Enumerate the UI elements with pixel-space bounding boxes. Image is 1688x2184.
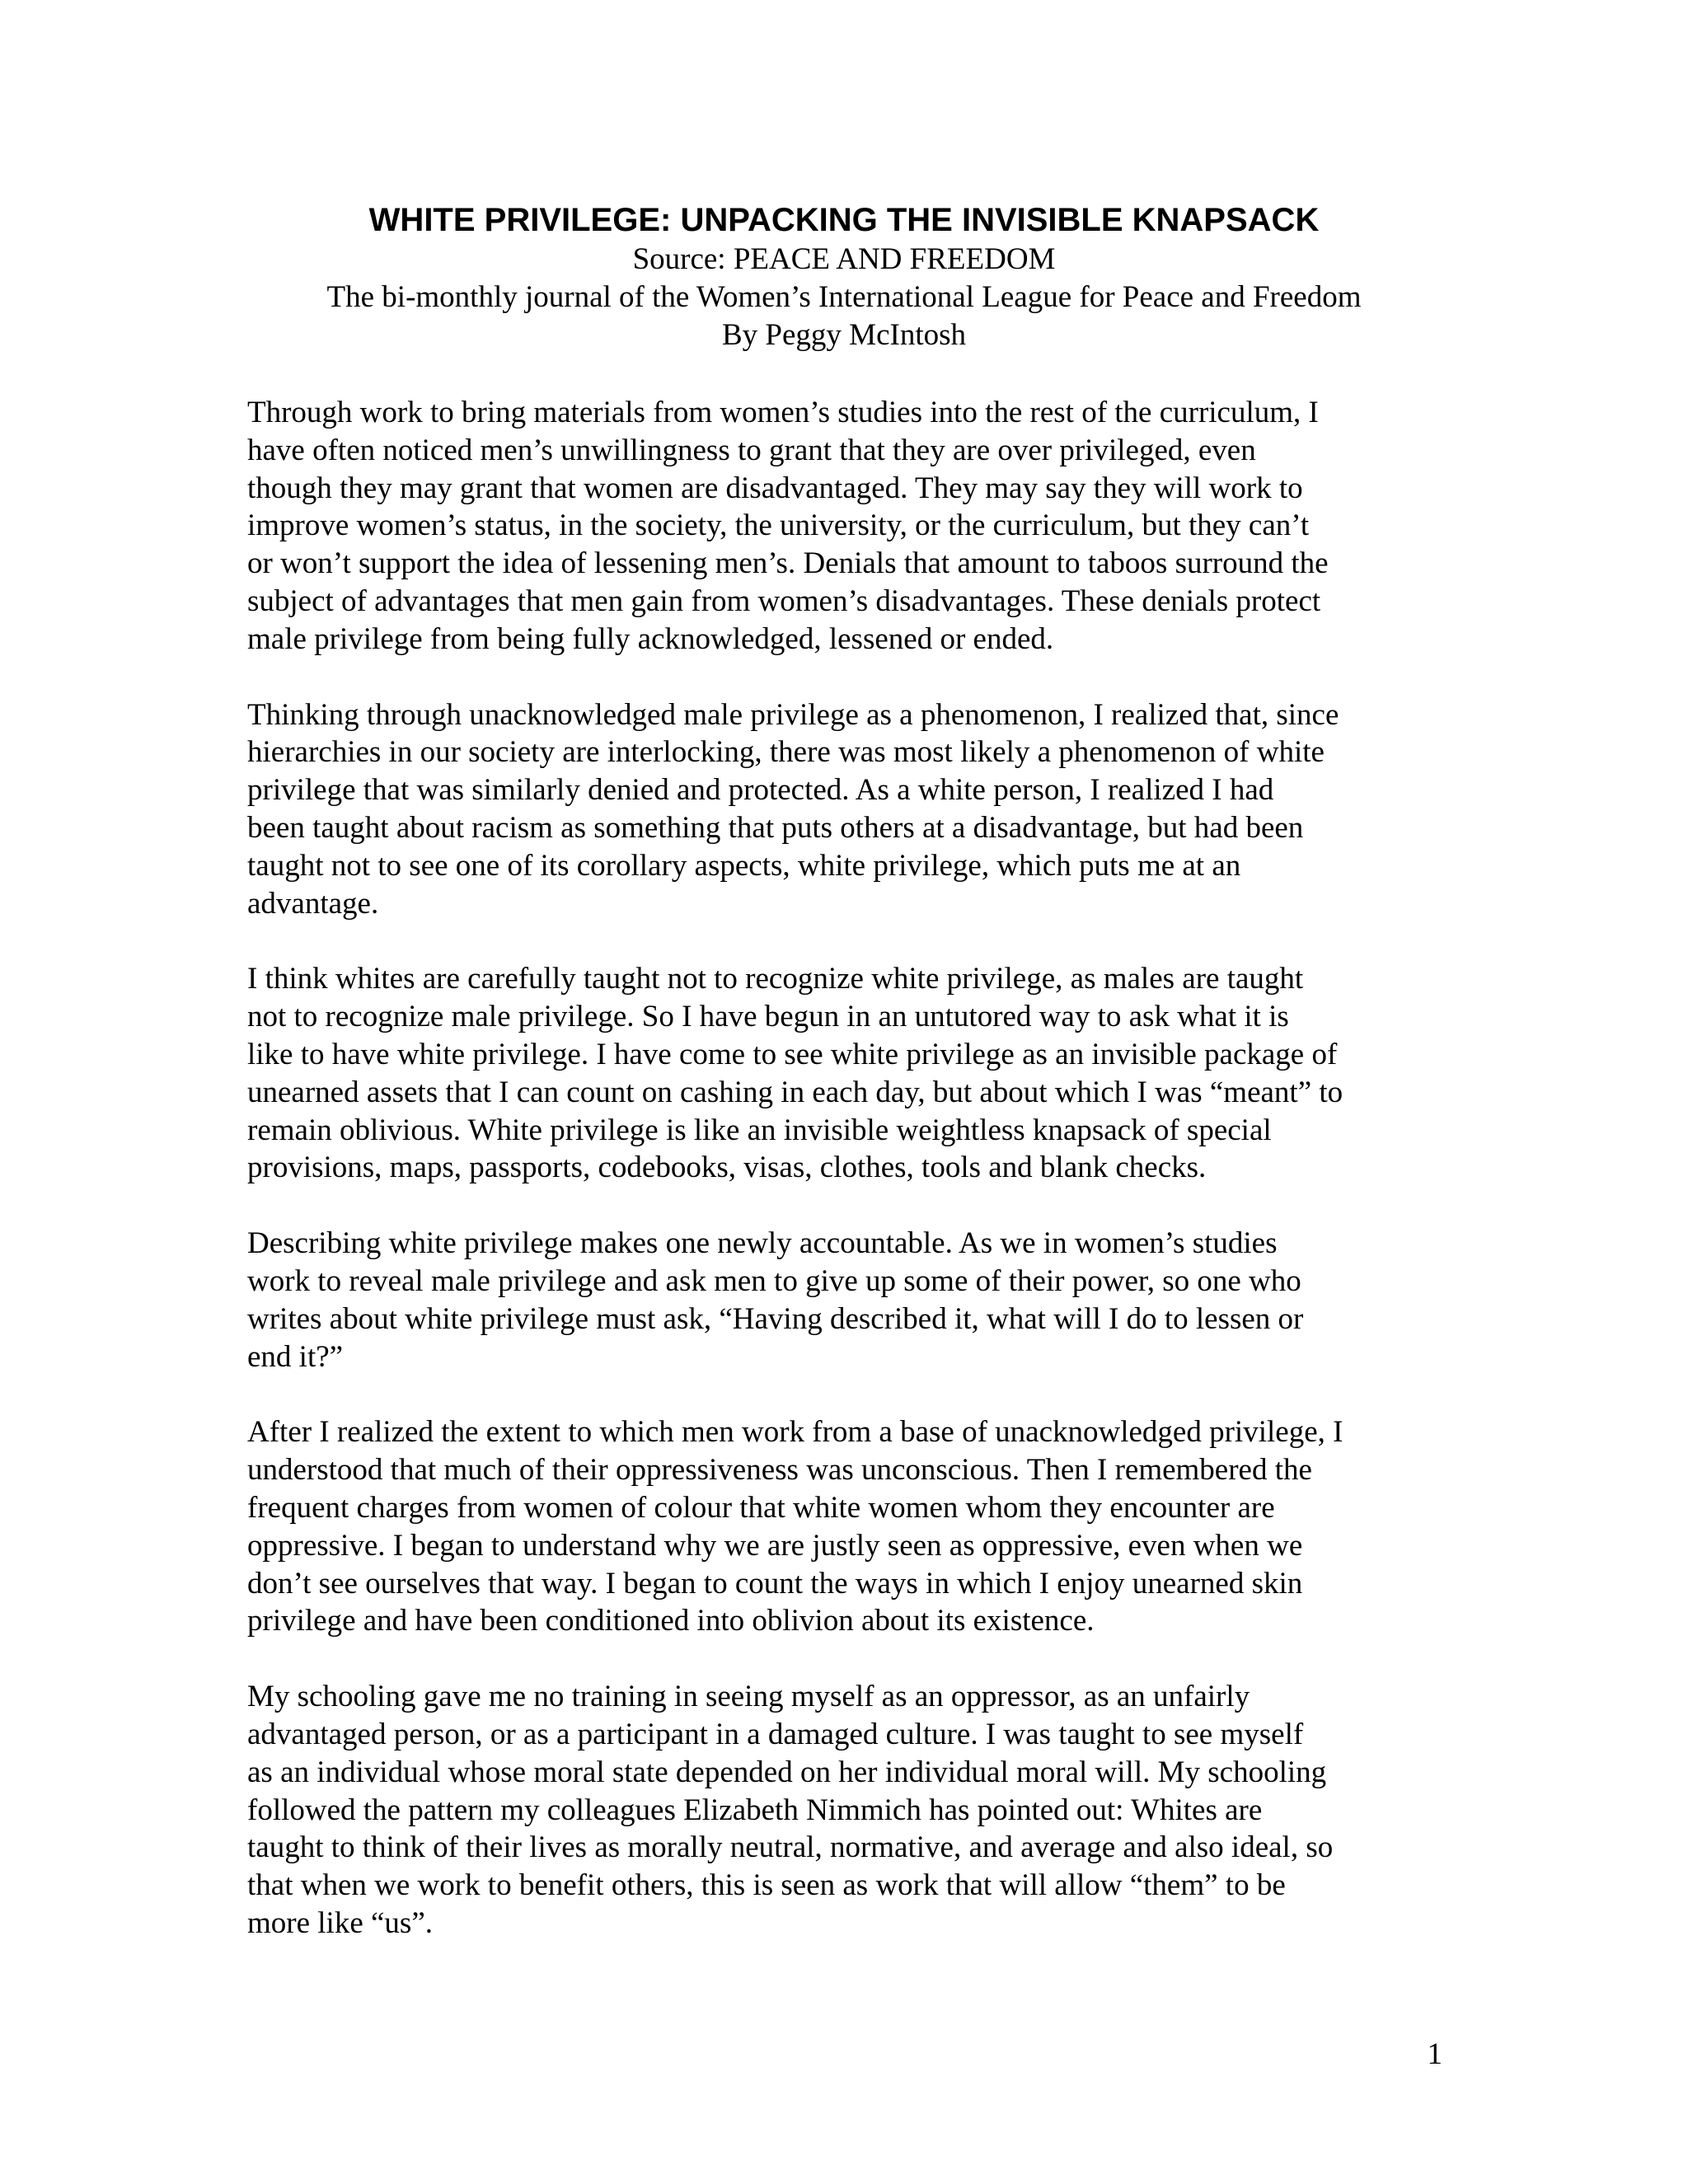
paragraph-line: more like “us”. — [247, 1905, 433, 1940]
paragraph-line: privilege that was similarly denied and protected. As a white person, I realized I had — [247, 773, 1274, 808]
paragraph-2 — [247, 696, 1451, 923]
paragraph-line: Describing white privilege makes one newly accountable. As we in women’s studies — [247, 1226, 1278, 1261]
paragraph-line: advantage. — [247, 886, 379, 921]
paragraph-line: My schooling gave me no training in seeing myself as an oppressor, as an unfairly — [247, 1680, 1250, 1714]
paragraph-1 — [247, 394, 1451, 658]
paragraph-line: don’t see ourselves that way. I began to count the ways in which I enjoy unearned skin — [247, 1566, 1303, 1601]
paragraph-line: subject of advantages that men gain from women’s disadvantages. These denials protect — [247, 583, 1321, 618]
paragraph-line: been taught about racism as something that puts others at a disadvantage, but had been — [247, 810, 1304, 845]
paragraph-line: Thinking through unacknowledged male privilege as a phenomenon, I realized that, since — [247, 697, 1339, 732]
paragraph-4 — [247, 1225, 1451, 1376]
page-number: 1 — [1427, 2037, 1442, 2071]
paragraph-line: not to recognize male privilege. So I have begun in an untutored way to ask what it is — [247, 1000, 1289, 1034]
document-source: Source: PEACE AND FREEDOM — [632, 242, 1056, 276]
paragraph-3 — [247, 960, 1451, 1187]
paragraph-line: as an individual whose moral state depended on her individual moral will. My schooling — [247, 1755, 1327, 1789]
paragraph-line: taught to think of their lives as morally neutral, normative, and average and also ideal, so — [247, 1830, 1334, 1865]
paragraph-line: Through work to bring materials from women’s studies into the rest of the curriculum, I — [247, 396, 1319, 429]
paragraph-line: or won’t support the idea of lessening men’s. Denials that amount to taboos surround the — [247, 546, 1329, 581]
paragraph-line: like to have white privilege. I have come to see white privilege as an invisible package of — [247, 1037, 1338, 1071]
paragraph-line: that when we work to benefit others, this is seen as work that will allow “them” to be — [247, 1868, 1286, 1903]
paragraph-line: advantaged person, or as a participant in a damaged culture. I was taught to see myself — [247, 1717, 1304, 1751]
paragraph-line: taught not to see one of its corollary aspects, white privilege, which puts me at an — [247, 848, 1241, 883]
paragraph-line: unearned assets that I can count on cashing in each day, but about which I was “meant” to — [247, 1075, 1343, 1109]
paragraph-line: provisions, maps, passports, codebooks, visas, clothes, tools and blank checks. — [247, 1151, 1207, 1185]
paragraph-line: After I realized the extent to which men work from a base of unacknowledged privilege, I — [247, 1415, 1343, 1450]
paragraph-line: understood that much of their oppressiveness was unconscious. Then I remembered the — [247, 1453, 1312, 1488]
paragraph-line: hierarchies in our society are interlocking, there was most likely a phenomenon of white — [247, 735, 1325, 770]
paragraph-line: remain oblivious. White privilege is like an invisible weightless knapsack of special — [247, 1113, 1272, 1147]
document-body — [247, 394, 1451, 1980]
paragraph-line: work to reveal male privilege and ask men to give up some of their power, so one who — [247, 1263, 1301, 1298]
paragraph-line: oppressive. I began to understand why we are justly seen as oppressive, even when we — [247, 1528, 1303, 1563]
document-header — [247, 201, 1441, 354]
paragraph-5 — [247, 1413, 1451, 1640]
paragraph-line: have often noticed men’s unwillingness to grant that they are over privileged, even — [247, 433, 1256, 467]
paragraph-line: end it?” — [247, 1339, 344, 1374]
document-author: By Peggy McIntosh — [722, 318, 966, 352]
paragraph-line: writes about white privilege must ask, “Having described it, what will I do to lessen or — [247, 1301, 1304, 1336]
document-title: WHITE PRIVILEGE: UNPACKING THE INVISIBLE KNAPSACK — [368, 202, 1320, 238]
paragraph-line: privilege and have been conditioned into oblivion about its existence. — [247, 1604, 1095, 1638]
paragraph-line: frequent charges from women of colour that white women whom they encounter are — [247, 1490, 1275, 1525]
paragraph-line: male privilege from being fully acknowledged, lessened or ended. — [247, 621, 1054, 656]
paragraph-line: I think whites are carefully taught not to recognize white privilege, as males are taught — [247, 962, 1304, 996]
paragraph-6 — [247, 1678, 1451, 1943]
paragraph-line: followed the pattern my colleagues Elizabeth Nimmich has pointed out: Whites are — [247, 1793, 1263, 1827]
document-journal: The bi-monthly journal of the Women’s International League for Peace and Freedom — [326, 280, 1362, 314]
paragraph-line: improve women’s status, in the society, the university, or the curriculum, but they can’t — [247, 509, 1310, 543]
paragraph-line: though they may grant that women are disadvantaged. They may say they will work to — [247, 471, 1303, 505]
